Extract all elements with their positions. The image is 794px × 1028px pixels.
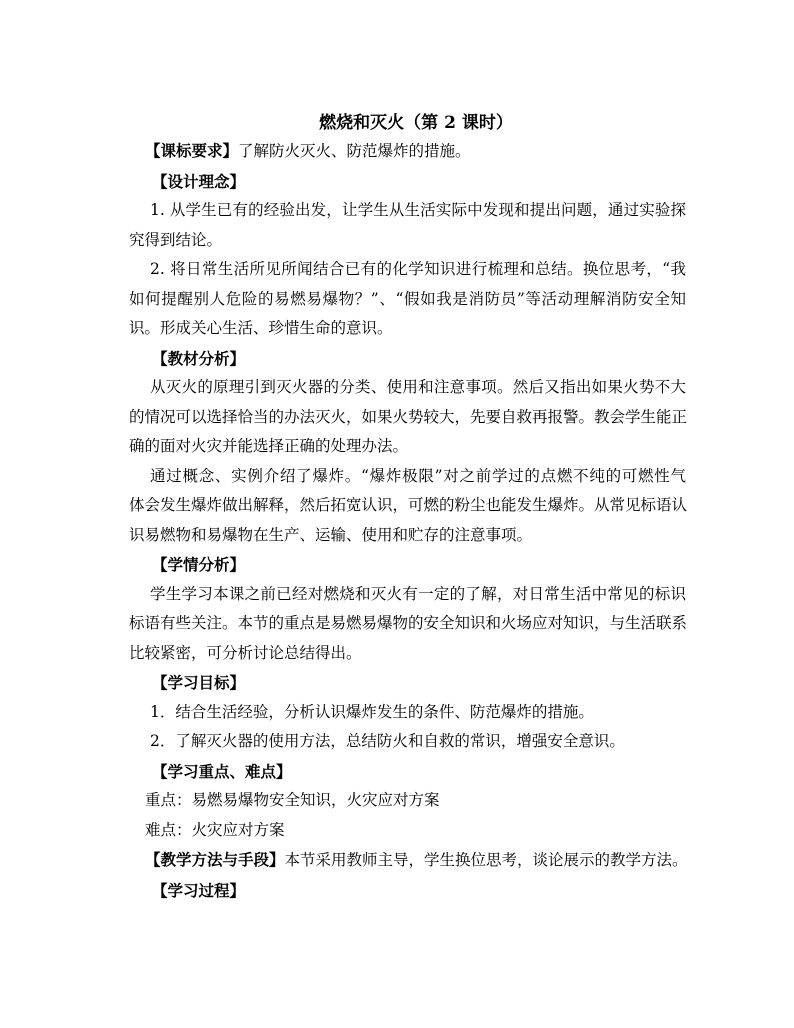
- paragraph-line: 确的面对火灾并能选择正确的处理办法。: [129, 437, 409, 455]
- textbook-heading: 【教材分析】: [152, 348, 246, 368]
- teaching-methods: [145, 845, 686, 876]
- process-heading: 【学习过程】: [152, 880, 246, 900]
- key-point: 重点：易燃易爆物安全知识，火灾应对方案: [145, 791, 440, 809]
- paragraph-line: 究得到结论。: [129, 230, 223, 249]
- textbook-paragraph-2: [129, 462, 688, 551]
- keypoints-heading: 【学习重点、难点】: [152, 761, 292, 781]
- paragraph-line: 通过概念、实例介绍了爆炸。“爆炸极限”对之前学过的点燃不纯的可燃性气: [150, 466, 686, 485]
- paragraph-line: 比较紧密，可分析讨论总结得出。: [129, 643, 362, 662]
- objective-item: 1．结合生活经验，分析认识爆炸发生的条件、防范爆炸的措施。: [150, 702, 594, 721]
- document-title: 燃烧和灭火（第 2 课时）: [319, 113, 513, 133]
- paragraph-line: 的情况可以选择恰当的办法灭火，如果火势较大，先要自救再报警。教会学生能正: [129, 407, 688, 426]
- methods-heading: 【教学方法与手段】: [145, 850, 285, 869]
- document-page: [129, 110, 688, 905]
- students-heading: 【学情分析】: [152, 555, 246, 574]
- textbook-paragraph-1: [129, 373, 688, 462]
- paragraph-line: 识易燃物和易爆物在生产、运输、使用和贮存的注意事项。: [129, 525, 533, 544]
- paragraph-line: 如何提醒别人危险的易燃易爆物？”、“假如我是消防员”等活动理解消防安全知: [129, 289, 686, 308]
- paragraph-line: 标语有些关注。本节的重点是易燃易爆物的安全知识和火场应对知识，与生活联系: [129, 614, 688, 632]
- paragraph-line: 从灭火的原理引到灭火器的分类、使用和注意事项。然后又指出如果火势不大: [150, 378, 686, 396]
- objective-item: 2．了解灭火器的使用方法，总结防火和自救的常识，增强安全意识。: [150, 732, 625, 750]
- difficult-point: 难点：火灾应对方案: [145, 820, 285, 839]
- objectives-heading: 【学习目标】: [152, 673, 246, 692]
- curriculum-heading: 【课标要求】: [145, 141, 239, 160]
- curriculum-requirement: [145, 136, 686, 167]
- paragraph-line: 1. 从学生已有的经验出发，让学生从生活实际中发现和提出问题，通过实验探: [150, 201, 686, 219]
- paragraph-line: 体会发生爆炸做出解释，然后拓宽认识，可燃的粉尘也能发生爆炸。从常见标语认: [129, 496, 688, 514]
- methods-text: 本节采用教师主导，学生换位思考，谈论展示的教学方法。: [284, 851, 688, 869]
- design-heading: 【设计理念】: [152, 171, 246, 191]
- paragraph-line: 学生学习本课之前已经对燃烧和灭火有一定的了解，对日常生活中常见的标识: [150, 584, 686, 603]
- paragraph-line: 2. 将日常生活所见所闻结合已有的化学知识进行梳理和总结。换位思考，“我: [150, 260, 686, 278]
- curriculum-text: 了解防火灭火、防范爆炸的措施。: [238, 142, 471, 160]
- design-paragraph-1: [129, 196, 686, 255]
- paragraph-line: 识。形成关心生活、珍惜生命的意识。: [129, 319, 393, 337]
- students-paragraph-1: [129, 580, 688, 669]
- design-paragraph-2: [129, 255, 686, 344]
